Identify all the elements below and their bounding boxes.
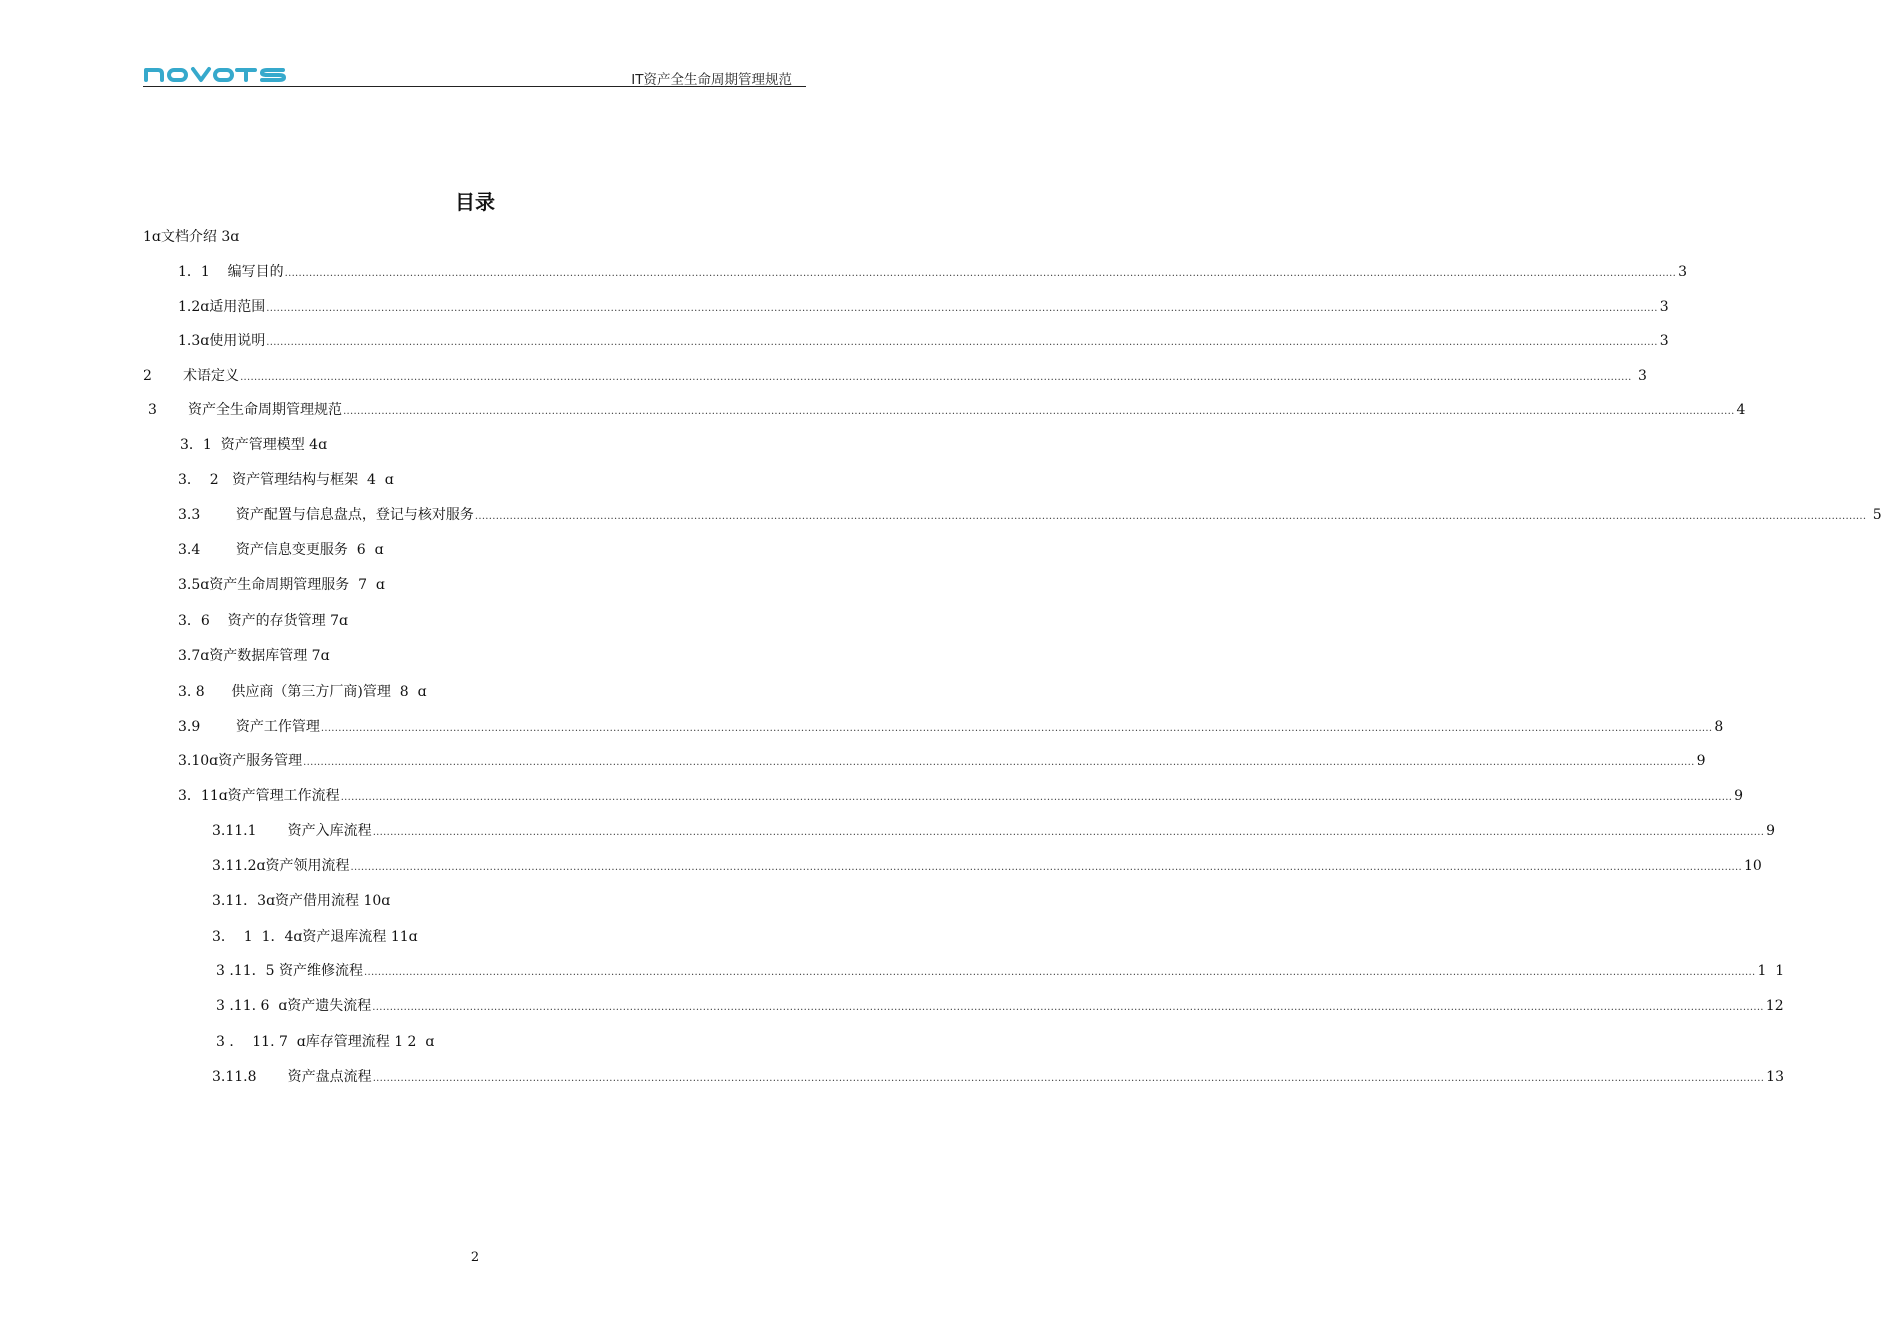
toc-entry-label: 3 .11．5 资产维修流程 — [216, 963, 363, 979]
toc-page-number: 10 — [1743, 858, 1762, 874]
toc-entry[interactable] — [178, 682, 427, 702]
toc-leader-dots: ................................................................................................................................................................................................................................................................................................................................................................................................................ — [350, 862, 1742, 873]
toc-entry[interactable] — [180, 435, 327, 455]
toc-entry-label: 1.2ɑ适用范围 — [178, 299, 266, 315]
toc-entry[interactable] — [178, 505, 1882, 525]
toc-entry-label: 3.3 资产配置与信息盘点，登记与核对服务 — [178, 507, 474, 523]
toc-entry-label: 3.9 资产工作管理 — [178, 719, 320, 735]
page-header — [143, 62, 806, 87]
toc-leader-dots: ................................................................................................................................................................................................................................................................................................................................................................................................................ — [240, 372, 1632, 383]
toc-entry[interactable] — [212, 821, 1776, 841]
toc-page-number: 3 — [1659, 299, 1669, 315]
toc-entry-label: 3.11．3ɑ资产借用流程 10ɑ — [212, 893, 391, 909]
toc-page-number: 12 — [1765, 998, 1784, 1014]
toc-entry-label: 3.10ɑ资产服务管理 — [178, 753, 303, 769]
toc-entry-label: 3.4 资产信息变更服务 6 ɑ — [178, 542, 384, 558]
toc-entry[interactable] — [216, 996, 1784, 1016]
toc-entry[interactable] — [178, 470, 394, 490]
toc-page-number: 5 — [1868, 507, 1882, 523]
toc-entry[interactable] — [216, 961, 1785, 981]
toc-entry[interactable] — [148, 400, 1746, 420]
toc-leader-dots: ................................................................................................................................................................................................................................................................................................................................................................................................................ — [372, 827, 1765, 838]
toc-leader-dots: ................................................................................................................................................................................................................................................................................................................................................................................................................ — [303, 757, 1695, 768]
toc-entry[interactable] — [178, 646, 330, 666]
toc-leader-dots: ................................................................................................................................................................................................................................................................................................................................................................................................................ — [340, 792, 1733, 803]
toc-entry[interactable] — [216, 1032, 434, 1052]
document-title: IT资产全生命周期管理规范 — [631, 72, 792, 88]
toc-leader-dots: ................................................................................................................................................................................................................................................................................................................................................................................................................ — [372, 1002, 1764, 1013]
toc-page-number: 4 — [1736, 402, 1746, 418]
toc-entry-label: 3． 2 资产管理结构与框架 4 ɑ — [178, 472, 394, 488]
toc-leader-dots: ................................................................................................................................................................................................................................................................................................................................................................................................................ — [284, 268, 1677, 279]
toc-leader-dots: ................................................................................................................................................................................................................................................................................................................................................................................................................ — [343, 406, 1735, 417]
toc-entry-label: 3.5ɑ资产生命周期管理服务 7 ɑ — [178, 577, 385, 593]
toc-entry-label: 3．11ɑ资产管理工作流程 — [178, 788, 340, 804]
toc-entry[interactable] — [143, 227, 239, 247]
toc-entry-label: 3．6 资产的存货管理 7ɑ — [178, 613, 348, 629]
toc-page-number: 9 — [1766, 823, 1776, 839]
toc-entry[interactable] — [212, 1067, 1784, 1087]
toc-entry-label: 3.7ɑ资产数据库管理 7ɑ — [178, 648, 330, 664]
toc-entry[interactable] — [178, 575, 385, 595]
toc-entry-label: 2 术语定义 — [143, 368, 240, 384]
toc-leader-dots: ................................................................................................................................................................................................................................................................................................................................................................................................................ — [266, 303, 1658, 314]
toc-page-number: 3 — [1633, 368, 1647, 384]
toc-entry-label: 3 .11. 6 ɑ资产遗失流程 — [216, 998, 372, 1014]
toc-leader-dots: ................................................................................................................................................................................................................................................................................................................................................................................................................ — [320, 723, 1713, 734]
toc-title: 目录 — [455, 190, 495, 214]
toc-entry[interactable] — [212, 927, 418, 947]
toc-page-number: 13 — [1766, 1069, 1784, 1085]
toc-entry[interactable] — [178, 540, 384, 560]
toc-entry[interactable] — [178, 751, 1706, 771]
toc-entry[interactable] — [178, 297, 1669, 317]
toc-entry[interactable] — [212, 891, 390, 911]
toc-leader-dots: ................................................................................................................................................................................................................................................................................................................................................................................................................ — [363, 967, 1756, 978]
toc-entry-label: 1ɑ文档介绍 3ɑ — [143, 229, 240, 245]
novots-logo — [143, 65, 289, 83]
toc-entry[interactable] — [143, 366, 1647, 386]
toc-entry-label: 3.11.1 资产入库流程 — [212, 823, 372, 839]
toc-entry[interactable] — [178, 331, 1669, 351]
toc-page-number: 8 — [1714, 719, 1724, 735]
toc-entry-label: 3.11.2ɑ资产领用流程 — [212, 858, 350, 874]
toc-page-number: 3 — [1678, 264, 1688, 280]
toc-leader-dots: ................................................................................................................................................................................................................................................................................................................................................................................................................ — [266, 337, 1658, 348]
toc-entry-label: 3 资产全生命周期管理规范 — [148, 402, 343, 418]
toc-page-number: 1 1 — [1757, 963, 1785, 979]
page-number: 2 — [470, 1250, 480, 1265]
toc-entry[interactable] — [178, 786, 1744, 806]
toc-entry-label: 3． 1 1．4ɑ资产退库流程 11ɑ — [212, 929, 418, 945]
toc-entry-label: 1.3ɑ使用说明 — [178, 333, 266, 349]
toc-leader-dots: ................................................................................................................................................................................................................................................................................................................................................................................................................ — [372, 1073, 1765, 1084]
toc-leader-dots: ................................................................................................................................................................................................................................................................................................................................................................................................................ — [474, 511, 1867, 522]
toc-entry-label: 3．1 资产管理模型 4ɑ — [180, 437, 328, 453]
toc-entry[interactable] — [178, 717, 1724, 737]
toc-page-number: 9 — [1734, 788, 1744, 804]
toc-entry-label: 1．1 编写目的 — [178, 264, 284, 280]
toc-entry-label: 3. 8 供应商（第三方厂商)管理 8 ɑ — [178, 684, 427, 700]
toc-entry-label: 3 ． 11. 7 ɑ库存管理流程 1 2 ɑ — [216, 1034, 435, 1050]
toc-entry[interactable] — [178, 611, 348, 631]
toc-page-number: 3 — [1659, 333, 1669, 349]
toc-entry-label: 3.11.8 资产盘点流程 — [212, 1069, 372, 1085]
toc-entry[interactable] — [212, 856, 1762, 876]
toc-page-number: 9 — [1696, 753, 1706, 769]
toc-entry[interactable] — [178, 262, 1688, 282]
